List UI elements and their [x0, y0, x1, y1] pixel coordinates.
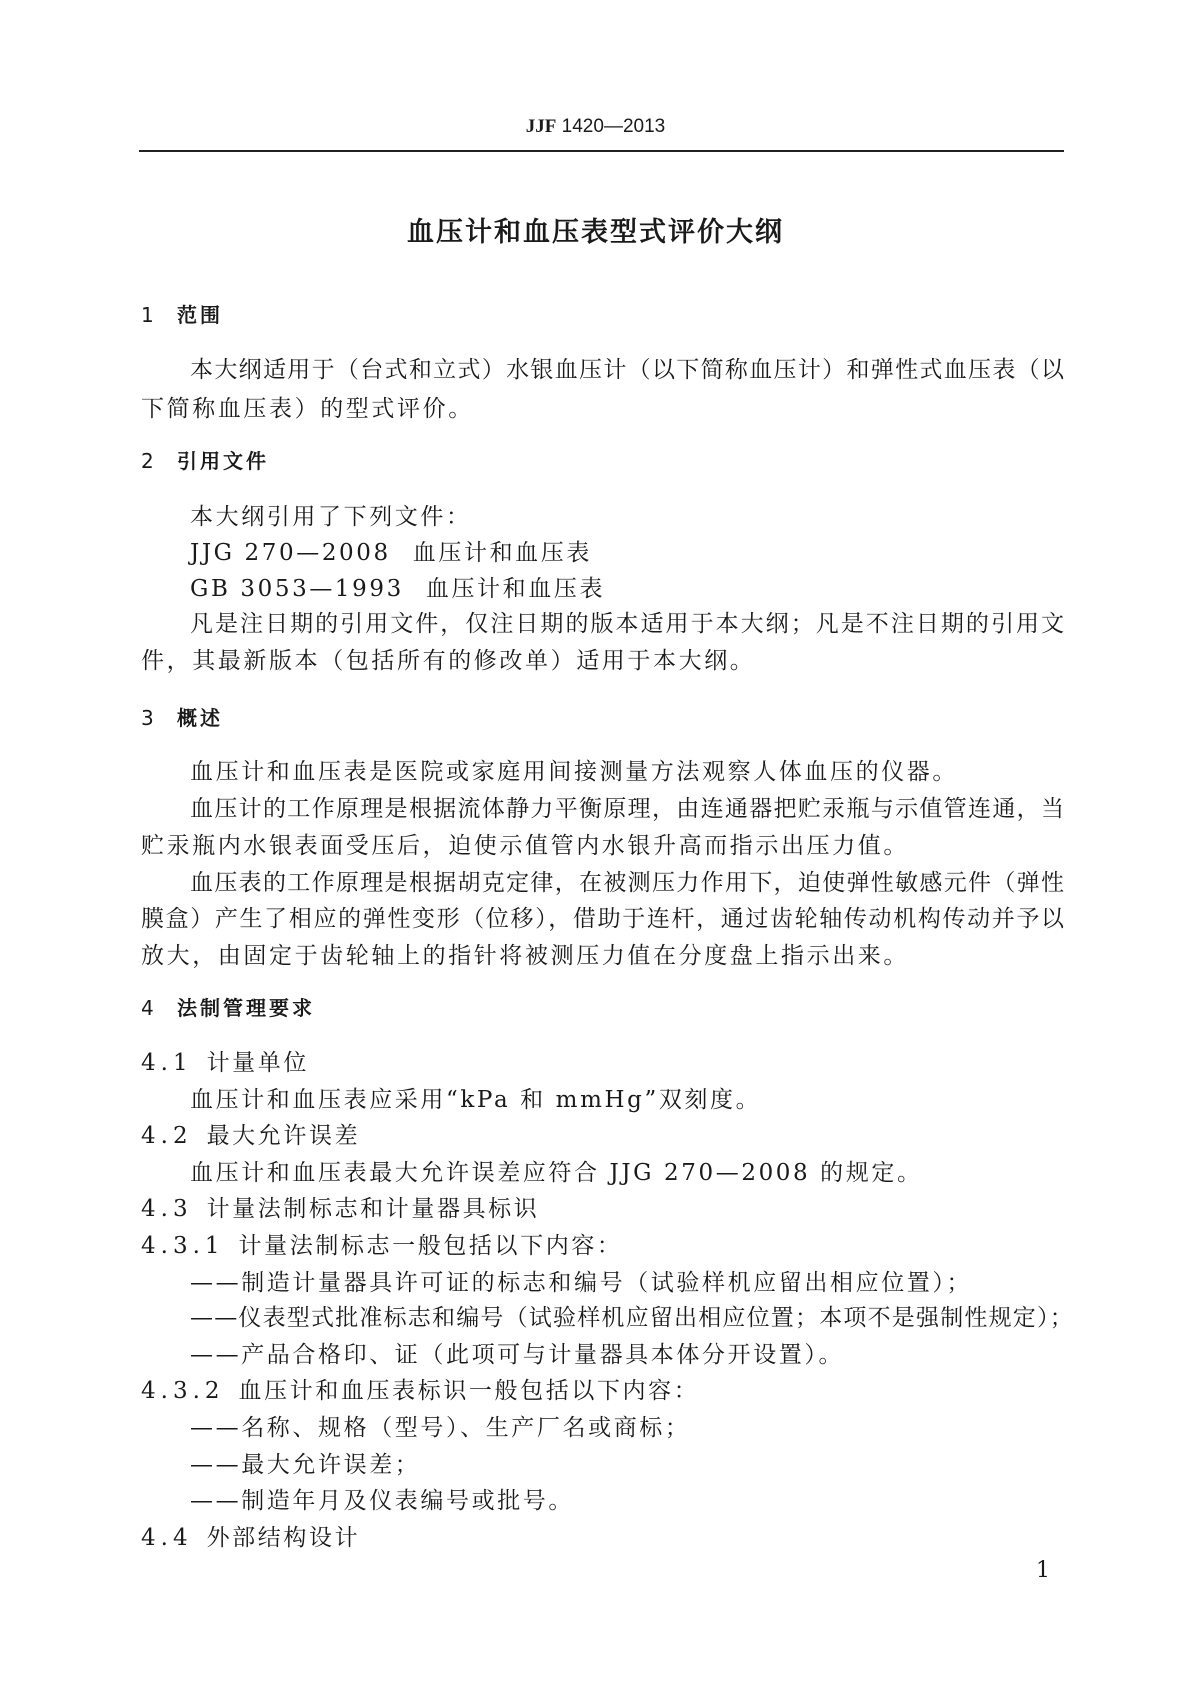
clause-4-1 — [141, 1048, 1064, 1078]
list-item: ——仪表型式批准标志和编号（试验样机应留出相应位置；本项不是强制性规定）； — [190, 1305, 1074, 1331]
paragraph-line: 贮汞瓶内水银表面受压后，迫使示值管内水银升高而指示出压力值。 — [141, 833, 909, 859]
paragraph-line: 放大，由固定于齿轮轴上的指针将被测压力值在分度盘上指示出来。 — [141, 943, 909, 969]
paragraph-line: 本大纲引用了下列文件： — [190, 504, 472, 530]
page-number: 1 — [1036, 1558, 1050, 1583]
clause-number: 4.3 — [141, 1196, 193, 1222]
section-heading-1 — [141, 300, 223, 330]
clause-title: 计量法制标志和计量器具标识 — [206, 1196, 540, 1222]
section-heading-2 — [141, 446, 269, 476]
section-number: 1 — [141, 303, 157, 327]
section-title: 引用文件 — [177, 449, 269, 473]
header-code-prefix: JJF — [525, 116, 557, 137]
page-title: 血压计和血压表型式评价大纲 — [407, 217, 784, 248]
clause-number: 4.1 — [141, 1050, 193, 1076]
section-number: 4 — [141, 996, 157, 1020]
header-rule — [139, 150, 1064, 152]
paragraph-line: 凡是注日期的引用文件，仅注日期的版本适用于本大纲；凡是不注日期的引用文 — [190, 611, 1064, 637]
clause-title: 血压计和血压表标识一般包括以下内容： — [238, 1378, 700, 1404]
section-number: 2 — [141, 449, 157, 473]
reference-item — [190, 574, 1064, 604]
clause-number: 4.3.1 — [141, 1233, 225, 1259]
clause-number: 4.3.2 — [141, 1378, 225, 1404]
section-heading-4 — [141, 993, 315, 1023]
clause-4-4 — [141, 1523, 1064, 1553]
reference-name: 血压计和血压表 — [425, 576, 606, 602]
running-header — [0, 116, 1191, 138]
paragraph-line: 膜盒）产生了相应的弹性变形（位移），借助于连杆，通过齿轮轴传动机构传动并予以 — [141, 906, 1064, 932]
paragraph-line: 血压计的工作原理是根据流体静力平衡原理，由连通器把贮汞瓶与示值管连通，当 — [190, 796, 1064, 822]
clause-4-3-2 — [141, 1376, 1064, 1406]
reference-code: GB 3053—1993 — [190, 576, 404, 602]
clause-title: 计量单位 — [206, 1050, 309, 1076]
reference-item — [190, 538, 1064, 568]
paragraph-line: 血压计和血压表应采用“kPa 和 mmHg”双刻度。 — [190, 1087, 762, 1113]
clause-4-3-1 — [141, 1231, 1064, 1261]
paragraph-line: 血压计和血压表最大允许误差应符合 JJG 270—2008 的规定。 — [190, 1160, 923, 1186]
section-number: 3 — [141, 706, 157, 730]
list-item: ——制造年月及仪表编号或批号。 — [190, 1488, 574, 1514]
section-heading-3 — [141, 703, 223, 733]
paragraph-line: 下简称血压表）的型式评价。 — [141, 396, 474, 422]
reference-name: 血压计和血压表 — [412, 540, 592, 566]
clause-4-3 — [141, 1194, 1064, 1224]
paragraph-line: 血压表的工作原理是根据胡克定律，在被测压力作用下，迫使弹性敏感元件（弹性 — [190, 870, 1064, 896]
header-code: 1420—2013 — [561, 116, 666, 137]
list-item: ——产品合格印、证（此项可与计量器具本体分开设置）。 — [190, 1342, 845, 1368]
section-title: 法制管理要求 — [177, 996, 315, 1020]
clause-title: 最大允许误差 — [206, 1123, 361, 1149]
paragraph-line: 件，其最新版本（包括所有的修改单）适用于本大纲。 — [141, 648, 756, 674]
clause-title: 外部结构设计 — [206, 1525, 361, 1551]
paragraph-line: 本大纲适用于（台式和立式）水银血压计（以下简称血压计）和弹性式血压表（以 — [190, 357, 1064, 383]
clause-title: 计量法制标志一般包括以下内容： — [238, 1233, 623, 1259]
paragraph-line: 血压计和血压表是医院或家庭用间接测量方法观察人体血压的仪器。 — [190, 759, 958, 785]
section-title: 范围 — [177, 303, 223, 327]
list-item: ——最大允许误差； — [190, 1452, 421, 1478]
list-item: ——制造计量器具许可证的标志和编号（试验样机应留出相应位置）； — [190, 1270, 973, 1296]
clause-number: 4.2 — [141, 1123, 193, 1149]
reference-code: JJG 270—2008 — [190, 540, 391, 566]
section-title: 概述 — [177, 706, 223, 730]
clause-4-2 — [141, 1121, 1064, 1151]
list-item: ——名称、规格（型号）、生产厂名或商标； — [190, 1415, 691, 1441]
clause-number: 4.4 — [141, 1525, 193, 1551]
